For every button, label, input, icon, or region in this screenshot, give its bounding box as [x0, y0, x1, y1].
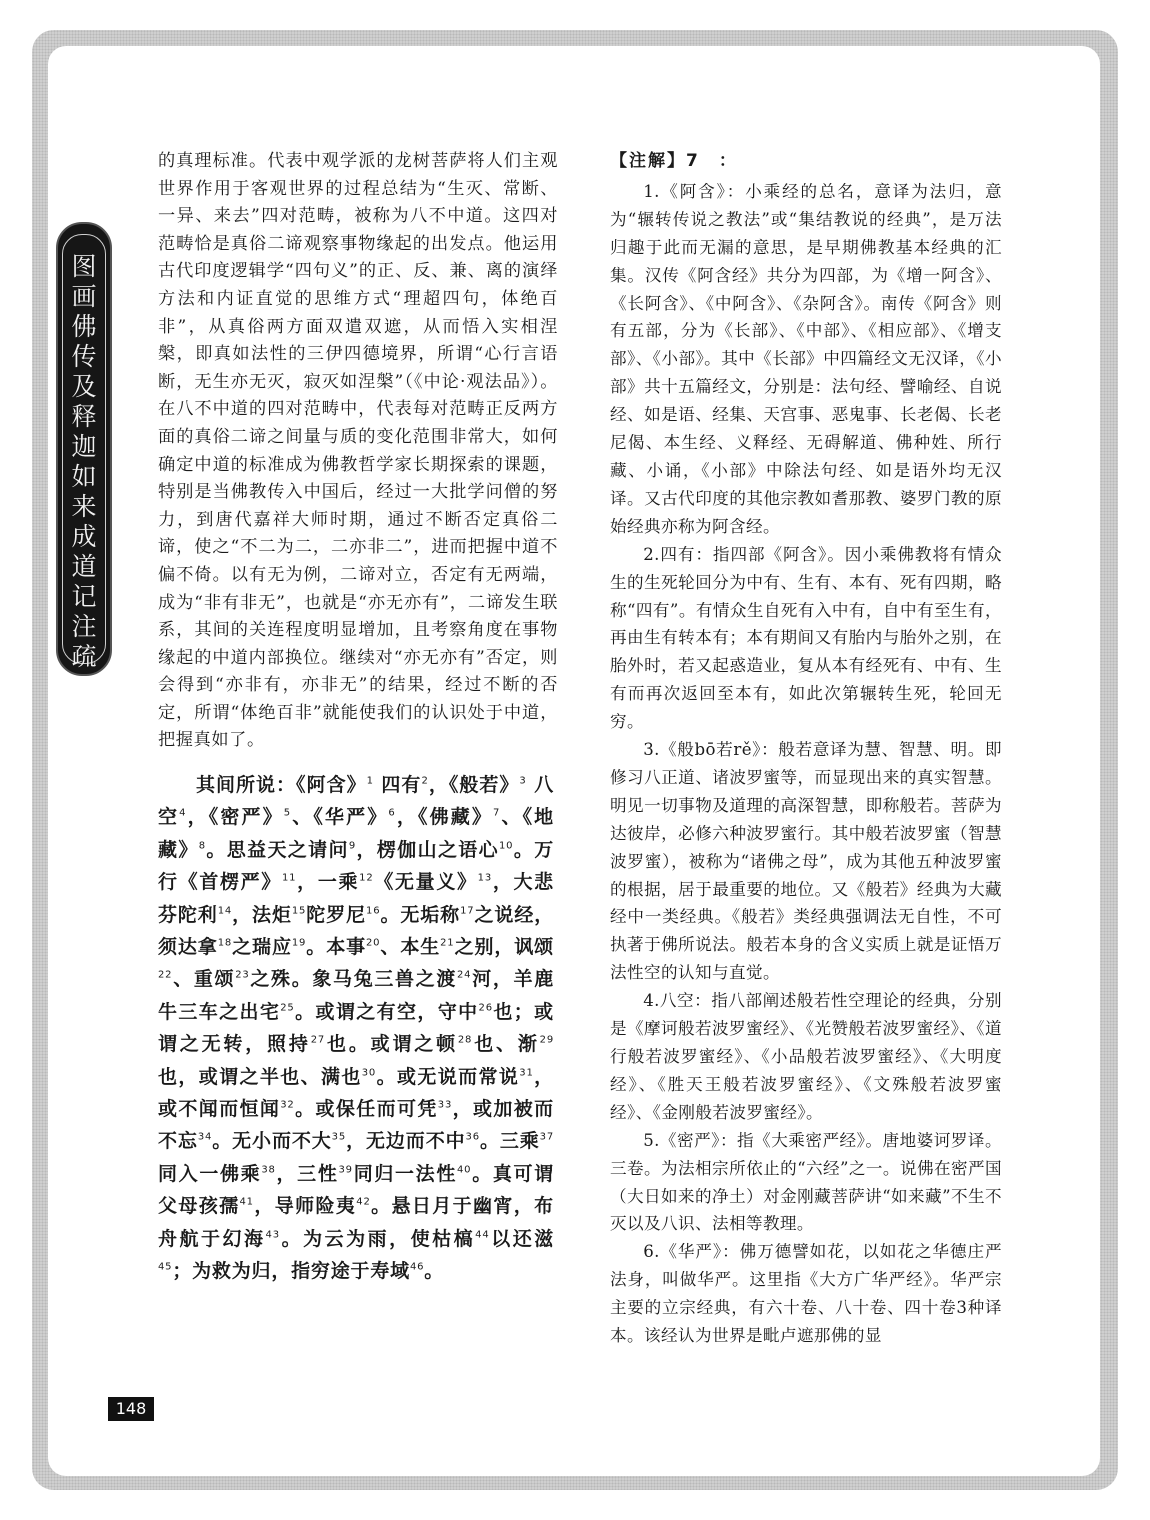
side-title-tab [56, 222, 112, 676]
verse-segment: 。真可谓父母孩孺 [158, 1162, 554, 1218]
verse-segment: 、《地藏》 [158, 806, 554, 861]
notes-column [610, 148, 1002, 1350]
note-item-2: 2.四有：指四部《阿含》。因小乘佛教将有情众生的生死轮回分为中有、生有、本有、死有四期，略称“四有”。有情众生自死有入中有，自中有至生有，再由生有转本有；本有期间又有胎内与胎外之别，在胎外时，若又起惑造业，复从本有经死有、中有、生有而再次返回至本有，如此次第辗转生死，轮回无穷。 [610, 544, 1002, 732]
side-title-char: 传 [71, 342, 97, 371]
note-ref: 22 [158, 970, 173, 982]
note-ref: 5 [283, 808, 291, 820]
verse-segment: 之瑞应 [232, 936, 292, 959]
verse-segment: ，《般若》 [428, 774, 520, 796]
side-title-char: 成 [71, 522, 97, 551]
verse-segment: 四有 [373, 774, 422, 796]
verse-segment: 、《华严》 [290, 806, 389, 829]
side-title-char: 佛 [71, 312, 97, 341]
verse-segment: 河，羊鹿牛三车之出宅 [158, 968, 554, 1023]
verse-segment: ，无边而不中 [346, 1130, 466, 1153]
note-ref: 12 [359, 872, 374, 884]
note-ref: 9 [348, 840, 357, 852]
note-ref: 38 [261, 1164, 276, 1176]
side-title-char: 及 [71, 372, 97, 401]
verse-segment: 也、渐 [472, 1033, 540, 1056]
verse-segment: 、本生 [380, 936, 441, 959]
note-ref: 41 [239, 1196, 254, 1208]
note-ref: 19 [291, 937, 307, 949]
verse-segment: 以还滋 [489, 1227, 555, 1250]
note-ref: 29 [539, 1034, 554, 1046]
note-ref: 36 [465, 1132, 480, 1144]
note-ref: 34 [197, 1132, 213, 1144]
side-title-char: 注 [71, 612, 97, 641]
note-ref: 8 [198, 840, 206, 852]
verse-segment: 。思益天之请问 [205, 838, 349, 861]
verse-segment: 也；或谓之无转，照持 [158, 1000, 554, 1056]
verse-segment: 。悬日月于幽宵，布舟航于幻海 [158, 1195, 554, 1250]
note-ref: 15 [291, 905, 307, 917]
note-ref: 24 [457, 970, 472, 982]
note-item-3: 3.《般bō若rě》：般若意译为慧、智慧、明。即修习八正道、诸波罗蜜等，而显现出来的真实智慧。明见一切事物及道理的高深智慧，即称般若。菩萨为达彼岸，必修六种波罗蜜行。其中般若波罗蜜（智慧波罗蜜），被称为“诸佛之母”，成为其他五种波罗蜜的根据，居于最重要的地位。又《般若》经典为大藏经中一类经典。《般若》类经典强调法无自性，不可执著于佛所说法。般若本身的含义实质上就是证悟万法性空的认知与直觉。 [610, 740, 1002, 983]
verse-segment: 八空 [158, 774, 555, 829]
note-ref: 18 [217, 937, 233, 949]
verse-paragraph [158, 769, 554, 1288]
note-ref: 10 [498, 840, 514, 852]
verse-segment: 。三乘 [479, 1130, 540, 1153]
side-title-char: 如 [71, 462, 97, 491]
note-ref: 1 [366, 775, 374, 787]
verse-segment: 。为云为雨，使枯槁 [279, 1227, 476, 1250]
note-ref: 16 [366, 905, 381, 917]
side-title-char: 来 [71, 492, 97, 521]
verse-segment: ，楞伽山之语心 [356, 838, 499, 861]
verse-text [158, 769, 554, 1288]
book-title-vertical [58, 252, 110, 672]
verse-segment: 其间所说：《阿含》 [196, 774, 367, 796]
verse-segment: ，三性 [275, 1162, 339, 1185]
verse-segment: 之殊。象马兔三兽之渡 [249, 968, 458, 991]
verse-segment: ；为救为归，指穷途于寿域 [172, 1260, 410, 1283]
note-ref: 23 [235, 970, 250, 982]
verse-segment: 陀罗尼 [306, 903, 367, 926]
verse-segment: ，法炬 [232, 903, 292, 926]
verse-segment: 。无垢称 [380, 903, 461, 926]
verse-segment: ，《佛藏》 [395, 806, 493, 829]
note-ref: 32 [280, 1099, 295, 1111]
verse-segment: 。万行《首楞严》 [158, 838, 555, 894]
note-ref: 46 [409, 1261, 425, 1273]
note-ref: 2 [421, 775, 429, 787]
side-title-char: 迦 [71, 432, 97, 461]
left-column [158, 148, 558, 755]
note-item-1: 1.《阿含》：小乘经的总名，意译为法归，意为“辗转传说之教法”或“集结教说的经典”，是万法归趣于此而无漏的意思，是早期佛教基本经典的汇集。汉传《阿含经》共分为四部，为《增一阿含》、《长阿含》、《中阿含》、《杂阿含》。南传《阿含》则有五部，分为《长部》、《中部》、《相应部》、《增支部》、《小部》。其中《长部》中四篇经文无汉译，《小部》共十五篇经文，分别是：法句经、譬喻经、自说经、如是语、经集、天宫事、恶鬼事、长老偈、长老尼偈、本生经、义释经、无碍解道、佛种姓、所行藏、小诵，《小部》中除法句经、如是语外均无汉译。又古代印度的其他宗教如耆那教、婆罗门教的原始经典亦称为阿含经。 [610, 181, 1002, 536]
note-ref: 39 [338, 1164, 353, 1176]
note-ref: 31 [519, 1067, 534, 1079]
verse-segment: ，一乘 [296, 871, 360, 894]
note-ref: 17 [460, 905, 475, 917]
verse-segment: 之说经，须达拿 [158, 903, 555, 959]
verse-segment: ，或不闻而恒闻 [158, 1065, 554, 1121]
verse-segment: ，大悲芬陀利 [158, 871, 554, 926]
side-title-char: 画 [71, 282, 97, 311]
verse-segment: 同入一佛乘 [158, 1162, 262, 1185]
note-ref: 35 [331, 1132, 346, 1144]
note-ref: 30 [361, 1067, 377, 1079]
verse-segment: 。 [424, 1260, 445, 1283]
note-item-6: 6.《华严》：佛万德譬如花，以如花之华德庄严法身，叫做华严。这里指《大方广华严经》。华严宗主要的立宗经典，有六十卷、八十卷、四十卷3种译本。该经认为世界是毗卢遮那佛的显 [610, 1242, 1002, 1346]
note-ref: 40 [457, 1164, 472, 1176]
verse-segment: ，或加被而不忘 [158, 1098, 554, 1153]
note-ref: 14 [217, 905, 233, 917]
note-ref: 20 [366, 937, 381, 949]
verse-segment: 也。或谓之顿 [325, 1033, 458, 1056]
note-ref: 28 [457, 1034, 473, 1046]
verse-segment: 之别，讽颂 [454, 936, 554, 959]
note-ref: 27 [310, 1034, 326, 1046]
note-ref: 26 [478, 1002, 493, 1014]
commentary-paragraph: 的真理标准。代表中观学派的龙树菩萨将人们主观世界作用于客观世界的过程总结为“生灭、常断、一异、来去”四对范畴，被称为八不中道。这四对范畴恰是真俗二谛观察事物缘起的出发点。他运用古代印度逻辑学“四句义”的正、反、兼、离的演绎方法和内证直觉的思维方式“理超四句，体绝百非”，从真俗两方面双遣双遮，从而悟入实相涅槃，即真如法性的三伊四德境界，所谓“心行言语断，无生亦无灭，寂灭如涅槃”（《中论·观法品》）。在八不中道的四对范畴中，代表每对范畴正反两方面的真俗二谛之间量与质的变化范围非常大，如何确定中道的标准成为佛教哲学家长期探索的课题，特别是当佛教传入中国后，经过一大批学问僧的努力，到唐代嘉祥大师时期，通过不断否定真俗二谛，使之“不二为二，二亦非二”，进而把握中道不偏不倚。以有无为例，二谛对立，否定有无两端，成为“非有非无”，也就是“亦无亦有”，二谛发生联系，其间的关连程度明显增加，且考察角度在事物缘起的中道内部换位。继续对“亦无亦有”否定，则会得到“亦非有，亦非无”的结果，经过不断的否定，所谓“体绝百非”就能使我们的认识处于中道，把握真如了。 [158, 151, 558, 751]
verse-segment: ，《密严》 [186, 806, 284, 829]
note-ref: 7 [492, 808, 501, 820]
side-title-char: 道 [71, 552, 97, 581]
note-ref: 11 [281, 872, 297, 884]
verse-segment: 、重颂 [172, 968, 236, 991]
note-item-4: 4.八空：指八部阐述般若性空理论的经典，分别是《摩诃般若波罗蜜经》、《光赞般若波罗蜜经》、《道行般若波罗蜜经》、《小品般若波罗蜜经》、《大明度经》、《胜天王般若波罗蜜经》、《文殊般若波罗蜜经》、《金刚般若波罗蜜经》。 [610, 991, 1002, 1122]
verse-segment: ，导师险夷 [253, 1195, 357, 1218]
side-title-char: 图 [71, 252, 97, 281]
note-item-5: 5.《密严》：指《大乘密严经》。唐地婆诃罗译。三卷。为法相宗所依止的“六经”之一。说佛在密严国（大日如来的净土）对金刚藏菩萨讲“如来藏”不生不灭以及八识、法相等教理。 [610, 1130, 1002, 1234]
note-ref: 3 [519, 775, 527, 787]
note-ref: 45 [158, 1261, 173, 1273]
verse-segment: 。无小而不大 [212, 1130, 332, 1153]
notes-heading: 【注解】7 ： [610, 151, 738, 171]
verse-segment: 。本事 [306, 936, 366, 959]
side-title-char: 释 [71, 402, 97, 431]
note-ref: 25 [280, 1002, 295, 1014]
note-ref: 43 [265, 1229, 280, 1241]
note-ref: 37 [539, 1132, 554, 1144]
note-ref: 13 [477, 872, 492, 884]
note-ref: 21 [440, 937, 455, 949]
verse-segment: 。或谓之有空，守中 [294, 1000, 479, 1023]
verse-segment: 也，或谓之半也、满也 [158, 1065, 362, 1088]
note-ref: 33 [437, 1099, 453, 1111]
page-number: 148 [108, 1397, 154, 1421]
note-ref: 6 [388, 808, 396, 820]
note-ref: 4 [179, 808, 187, 820]
verse-segment: 。或无说而常说 [376, 1065, 520, 1088]
note-ref: 44 [475, 1229, 490, 1241]
verse-segment: 同归一法性 [352, 1162, 457, 1185]
side-title-char: 记 [71, 582, 97, 611]
note-ref: 42 [356, 1196, 371, 1208]
verse-segment: 《无量义》 [373, 871, 478, 894]
verse-segment: 。或保任而可凭 [294, 1098, 438, 1121]
side-title-char: 疏 [71, 642, 97, 671]
